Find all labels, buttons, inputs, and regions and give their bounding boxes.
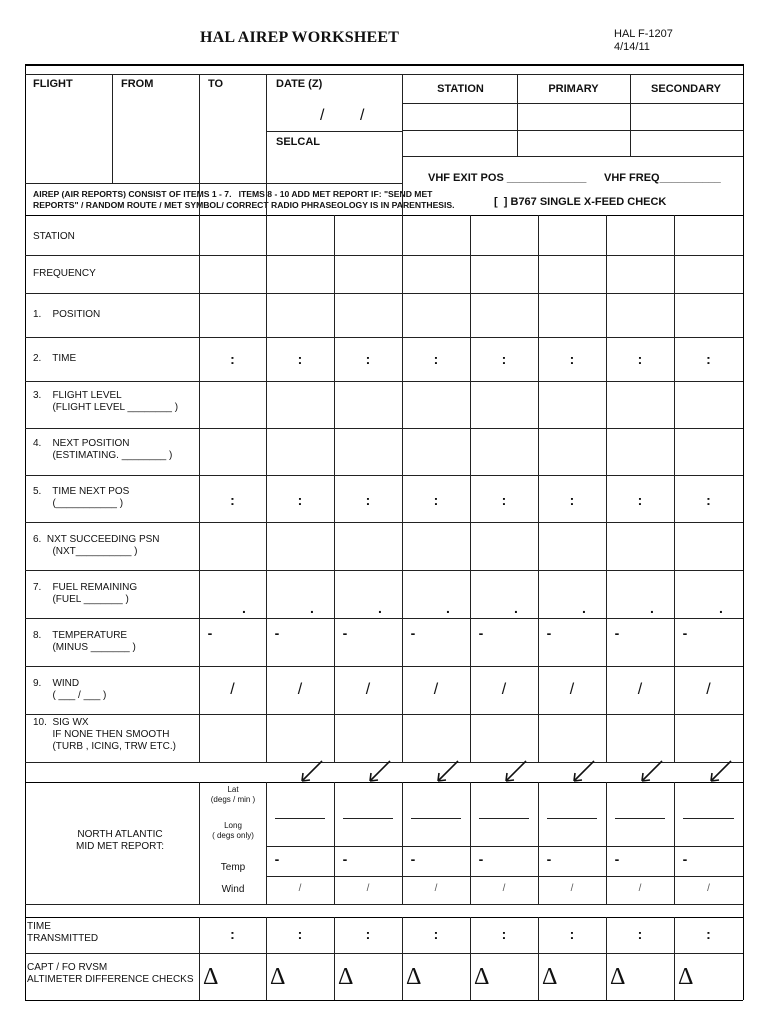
lat-long-blank xyxy=(547,818,597,819)
footer-col-line-3 xyxy=(402,917,403,1000)
lat-long-blank xyxy=(411,818,461,819)
arrow-icon xyxy=(364,759,394,787)
wind-slash: / xyxy=(637,681,643,698)
col-line-7 xyxy=(674,215,675,762)
arrow-icon xyxy=(705,759,735,787)
transmit-colon: : xyxy=(365,926,371,942)
met-temp-dash: - xyxy=(682,851,688,867)
frame-top-2 xyxy=(25,65,743,66)
met-col-line-6 xyxy=(606,782,607,904)
rvsm-delta-icon: Δ xyxy=(338,964,354,990)
station-row2 xyxy=(402,130,743,131)
header-station: STATION xyxy=(437,83,484,95)
fuel-dot: . xyxy=(650,600,654,616)
met-long-line xyxy=(266,846,743,847)
row-line-2 xyxy=(25,293,743,294)
flight-from-divider xyxy=(112,74,113,183)
footer-col-line-0 xyxy=(199,917,200,1000)
met-col-line-1 xyxy=(266,782,267,904)
time-next-colon: : xyxy=(433,492,439,508)
temp-dash: - xyxy=(410,625,416,641)
date-station-divider xyxy=(402,74,403,215)
date-selcal-divider xyxy=(266,131,402,132)
row-line-11 xyxy=(25,714,743,715)
met-temp-dash: - xyxy=(478,851,484,867)
met-temp-line xyxy=(266,876,743,877)
wind-slash: / xyxy=(569,681,575,698)
met-wind-slash: / xyxy=(366,883,370,894)
transmit-colon: : xyxy=(501,926,507,942)
frame-right xyxy=(743,64,744,1000)
col-line-5 xyxy=(538,215,539,762)
header-selcal: SELCAL xyxy=(276,136,320,148)
footer-col-line-4 xyxy=(470,917,471,1000)
footer-col-line-5 xyxy=(538,917,539,1000)
note-top-line xyxy=(25,183,402,184)
footer-col-line-1 xyxy=(266,917,267,1000)
met-wind-slash: / xyxy=(707,883,710,894)
time-colon: : xyxy=(365,351,371,367)
footer-col-line-2 xyxy=(334,917,335,1000)
temp-dash: - xyxy=(546,625,552,641)
temp-dash: - xyxy=(274,625,280,641)
col-line-3 xyxy=(402,215,403,762)
temp-dash: - xyxy=(342,625,348,641)
fuel-dot: . xyxy=(446,600,450,616)
time-colon: : xyxy=(637,351,643,367)
fuel-dot: . xyxy=(582,600,586,616)
row-label-8: 6. NXT SUCCEEDING PSN (NXT__________ ) xyxy=(33,534,160,557)
col-line-1 xyxy=(266,215,267,762)
arrow-icon xyxy=(500,759,530,787)
footer-col-line-7 xyxy=(674,917,675,1000)
frame-left xyxy=(25,64,26,1000)
met-wind-slash: / xyxy=(638,883,642,894)
wind-slash: / xyxy=(230,681,235,698)
met-col-line-5 xyxy=(538,782,539,904)
date-slashes: / / xyxy=(320,107,365,124)
row-line-10 xyxy=(25,666,743,667)
to-date-divider xyxy=(266,74,267,215)
arrow-icon xyxy=(568,759,598,787)
time-colon: : xyxy=(433,351,439,367)
rvsm-delta-icon: Δ xyxy=(406,964,422,990)
met-temp-dash: - xyxy=(342,851,348,867)
row-line-4 xyxy=(25,381,743,382)
met-bottom-line xyxy=(25,904,743,905)
arrow-icon xyxy=(296,759,326,787)
met-col-line-4 xyxy=(470,782,471,904)
met-wind-slash: / xyxy=(298,883,302,894)
met-temp-dash: - xyxy=(410,851,416,867)
met-long-label: Long ( degs only) xyxy=(212,821,254,840)
met-wind-slash: / xyxy=(502,883,506,894)
met-wind-label: Wind xyxy=(221,884,245,895)
time-colon: : xyxy=(501,351,507,367)
rvsm-delta-icon: Δ xyxy=(474,964,490,990)
form-number-block xyxy=(614,28,673,54)
time-next-colon: : xyxy=(365,492,371,508)
wind-slash: / xyxy=(365,681,371,698)
fuel-dot: . xyxy=(310,600,314,616)
row-label-12: 10. SIG WX IF NONE THEN SMOOTH (TURB , ICING, TRW ETC.) xyxy=(33,717,176,752)
met-report-title: NORTH ATLANTIC MID MET REPORT: xyxy=(76,829,164,852)
time-colon: : xyxy=(569,351,575,367)
lat-long-blank xyxy=(343,818,393,819)
rvsm-delta-icon: Δ xyxy=(542,964,558,990)
transmit-colon: : xyxy=(706,926,711,942)
transmit-colon: : xyxy=(297,926,303,942)
time-colon: : xyxy=(706,351,711,367)
time-next-colon: : xyxy=(637,492,643,508)
from-to-divider xyxy=(199,74,200,215)
footer-col-line-6 xyxy=(606,917,607,1000)
fuel-dot: . xyxy=(514,600,518,616)
airep-note: AIREP (AIR REPORTS) CONSIST OF ITEMS 1 - 7. ITEMS 8 - 10 ADD MET REPORT IF: "SEND MET REPORTS" / RANDOM ROUTE / MET SYMBOL/ CORRECT RADIO PHRASEOLOGY IS IN PARENTHESIS. xyxy=(33,189,455,210)
rvsm-delta-icon: Δ xyxy=(270,964,286,990)
footer-mid-line xyxy=(25,953,743,954)
rvsm-delta-icon: Δ xyxy=(203,964,219,990)
transmit-colon: : xyxy=(433,926,439,942)
vhf-freq: VHF FREQ__________ xyxy=(604,172,721,184)
row-label-1: STATION xyxy=(33,231,75,242)
wind-slash: / xyxy=(501,681,507,698)
met-col-line-7 xyxy=(674,782,675,904)
time-next-colon: : xyxy=(706,492,711,508)
row-label-10: 8. TEMPERATURE (MINUS _______ ) xyxy=(33,630,136,653)
col-line-2 xyxy=(334,215,335,762)
fuel-dot: . xyxy=(719,600,723,616)
row-line-3 xyxy=(25,337,743,338)
row-label-3: 1. POSITION xyxy=(33,309,101,320)
row-label-2: FREQUENCY xyxy=(33,268,96,279)
lat-long-blank xyxy=(275,818,325,819)
row-line-8 xyxy=(25,570,743,571)
row-label-11: 9. WIND ( ___ / ___ ) xyxy=(33,678,107,701)
time-transmitted-label: TIME TRANSMITTED xyxy=(27,921,99,944)
met-wind-slash: / xyxy=(570,883,574,894)
met-col-line-3 xyxy=(402,782,403,904)
form-date: 4/14/11 xyxy=(614,41,650,53)
row-label-7: 5. TIME NEXT POS (___________ ) xyxy=(33,486,130,509)
header-primary: PRIMARY xyxy=(548,83,599,95)
header-secondary: SECONDARY xyxy=(651,83,721,95)
vhf-exit-pos: VHF EXIT POS _____________ xyxy=(428,172,587,184)
row-line-1 xyxy=(25,255,743,256)
time-next-colon: : xyxy=(501,492,507,508)
wind-slash: / xyxy=(706,681,711,698)
met-temp-dash: - xyxy=(274,851,280,867)
header-bottom-line xyxy=(25,215,743,216)
row-label-4: 2. TIME xyxy=(33,353,77,364)
primary-secondary-divider xyxy=(630,74,631,156)
row-line-6 xyxy=(25,475,743,476)
frame-bottom xyxy=(25,1000,743,1001)
lat-long-blank xyxy=(479,818,529,819)
arrow-icon xyxy=(636,759,666,787)
row-line-5 xyxy=(25,428,743,429)
row-label-6: 4. NEXT POSITION (ESTIMATING. ________ ) xyxy=(33,438,173,461)
fuel-dot: . xyxy=(242,600,246,616)
xfeed-check: [ ] B767 SINGLE X-FEED CHECK xyxy=(494,196,667,208)
lat-long-blank xyxy=(683,818,734,819)
wind-slash: / xyxy=(297,681,303,698)
worksheet-title: HAL AIREP WORKSHEET xyxy=(200,29,400,46)
header-to: TO xyxy=(208,78,224,90)
temp-dash: - xyxy=(614,625,620,641)
lat-long-blank xyxy=(615,818,665,819)
time-colon: : xyxy=(230,351,235,367)
transmit-colon: : xyxy=(569,926,575,942)
row-label-5: 3. FLIGHT LEVEL (FLIGHT LEVEL ________ ) xyxy=(33,390,179,413)
met-temp-label: Temp xyxy=(220,862,246,873)
transmit-colon: : xyxy=(230,926,235,942)
time-colon: : xyxy=(297,351,303,367)
temp-dash: - xyxy=(478,625,484,641)
header-from: FROM xyxy=(121,78,154,90)
met-wind-slash: / xyxy=(434,883,438,894)
temp-dash: - xyxy=(682,625,688,641)
met-col-line-2 xyxy=(334,782,335,904)
time-next-colon: : xyxy=(230,492,235,508)
header-date: DATE (Z) xyxy=(276,78,323,90)
footer-top-line xyxy=(25,917,743,918)
header-flight: FLIGHT xyxy=(33,78,73,90)
met-temp-dash: - xyxy=(614,851,620,867)
arrow-icon xyxy=(432,759,462,787)
station-primary-divider xyxy=(517,74,518,156)
col-line-4 xyxy=(470,215,471,762)
header-top-line xyxy=(25,74,743,75)
form-number: HAL F-1207 xyxy=(614,28,673,40)
temp-dash: - xyxy=(207,625,213,641)
row-label-9: 7. FUEL REMAINING (FUEL _______ ) xyxy=(33,582,138,605)
row-line-7 xyxy=(25,522,743,523)
wind-slash: / xyxy=(433,681,439,698)
met-temp-dash: - xyxy=(546,851,552,867)
row-line-9 xyxy=(25,618,743,619)
time-next-colon: : xyxy=(569,492,575,508)
station-row1 xyxy=(402,103,743,104)
rvsm-delta-icon: Δ xyxy=(678,964,694,990)
time-next-colon: : xyxy=(297,492,303,508)
col-line-0 xyxy=(199,215,200,762)
met-lat-label: Lat (degs / min ) xyxy=(210,785,256,804)
col-line-6 xyxy=(606,215,607,762)
rvsm-delta-icon: Δ xyxy=(610,964,626,990)
rvsm-check-label: CAPT / FO RVSM ALTIMETER DIFFERENCE CHECKS xyxy=(27,962,194,985)
transmit-colon: : xyxy=(637,926,643,942)
station-row3 xyxy=(402,156,743,157)
fuel-dot: . xyxy=(378,600,382,616)
